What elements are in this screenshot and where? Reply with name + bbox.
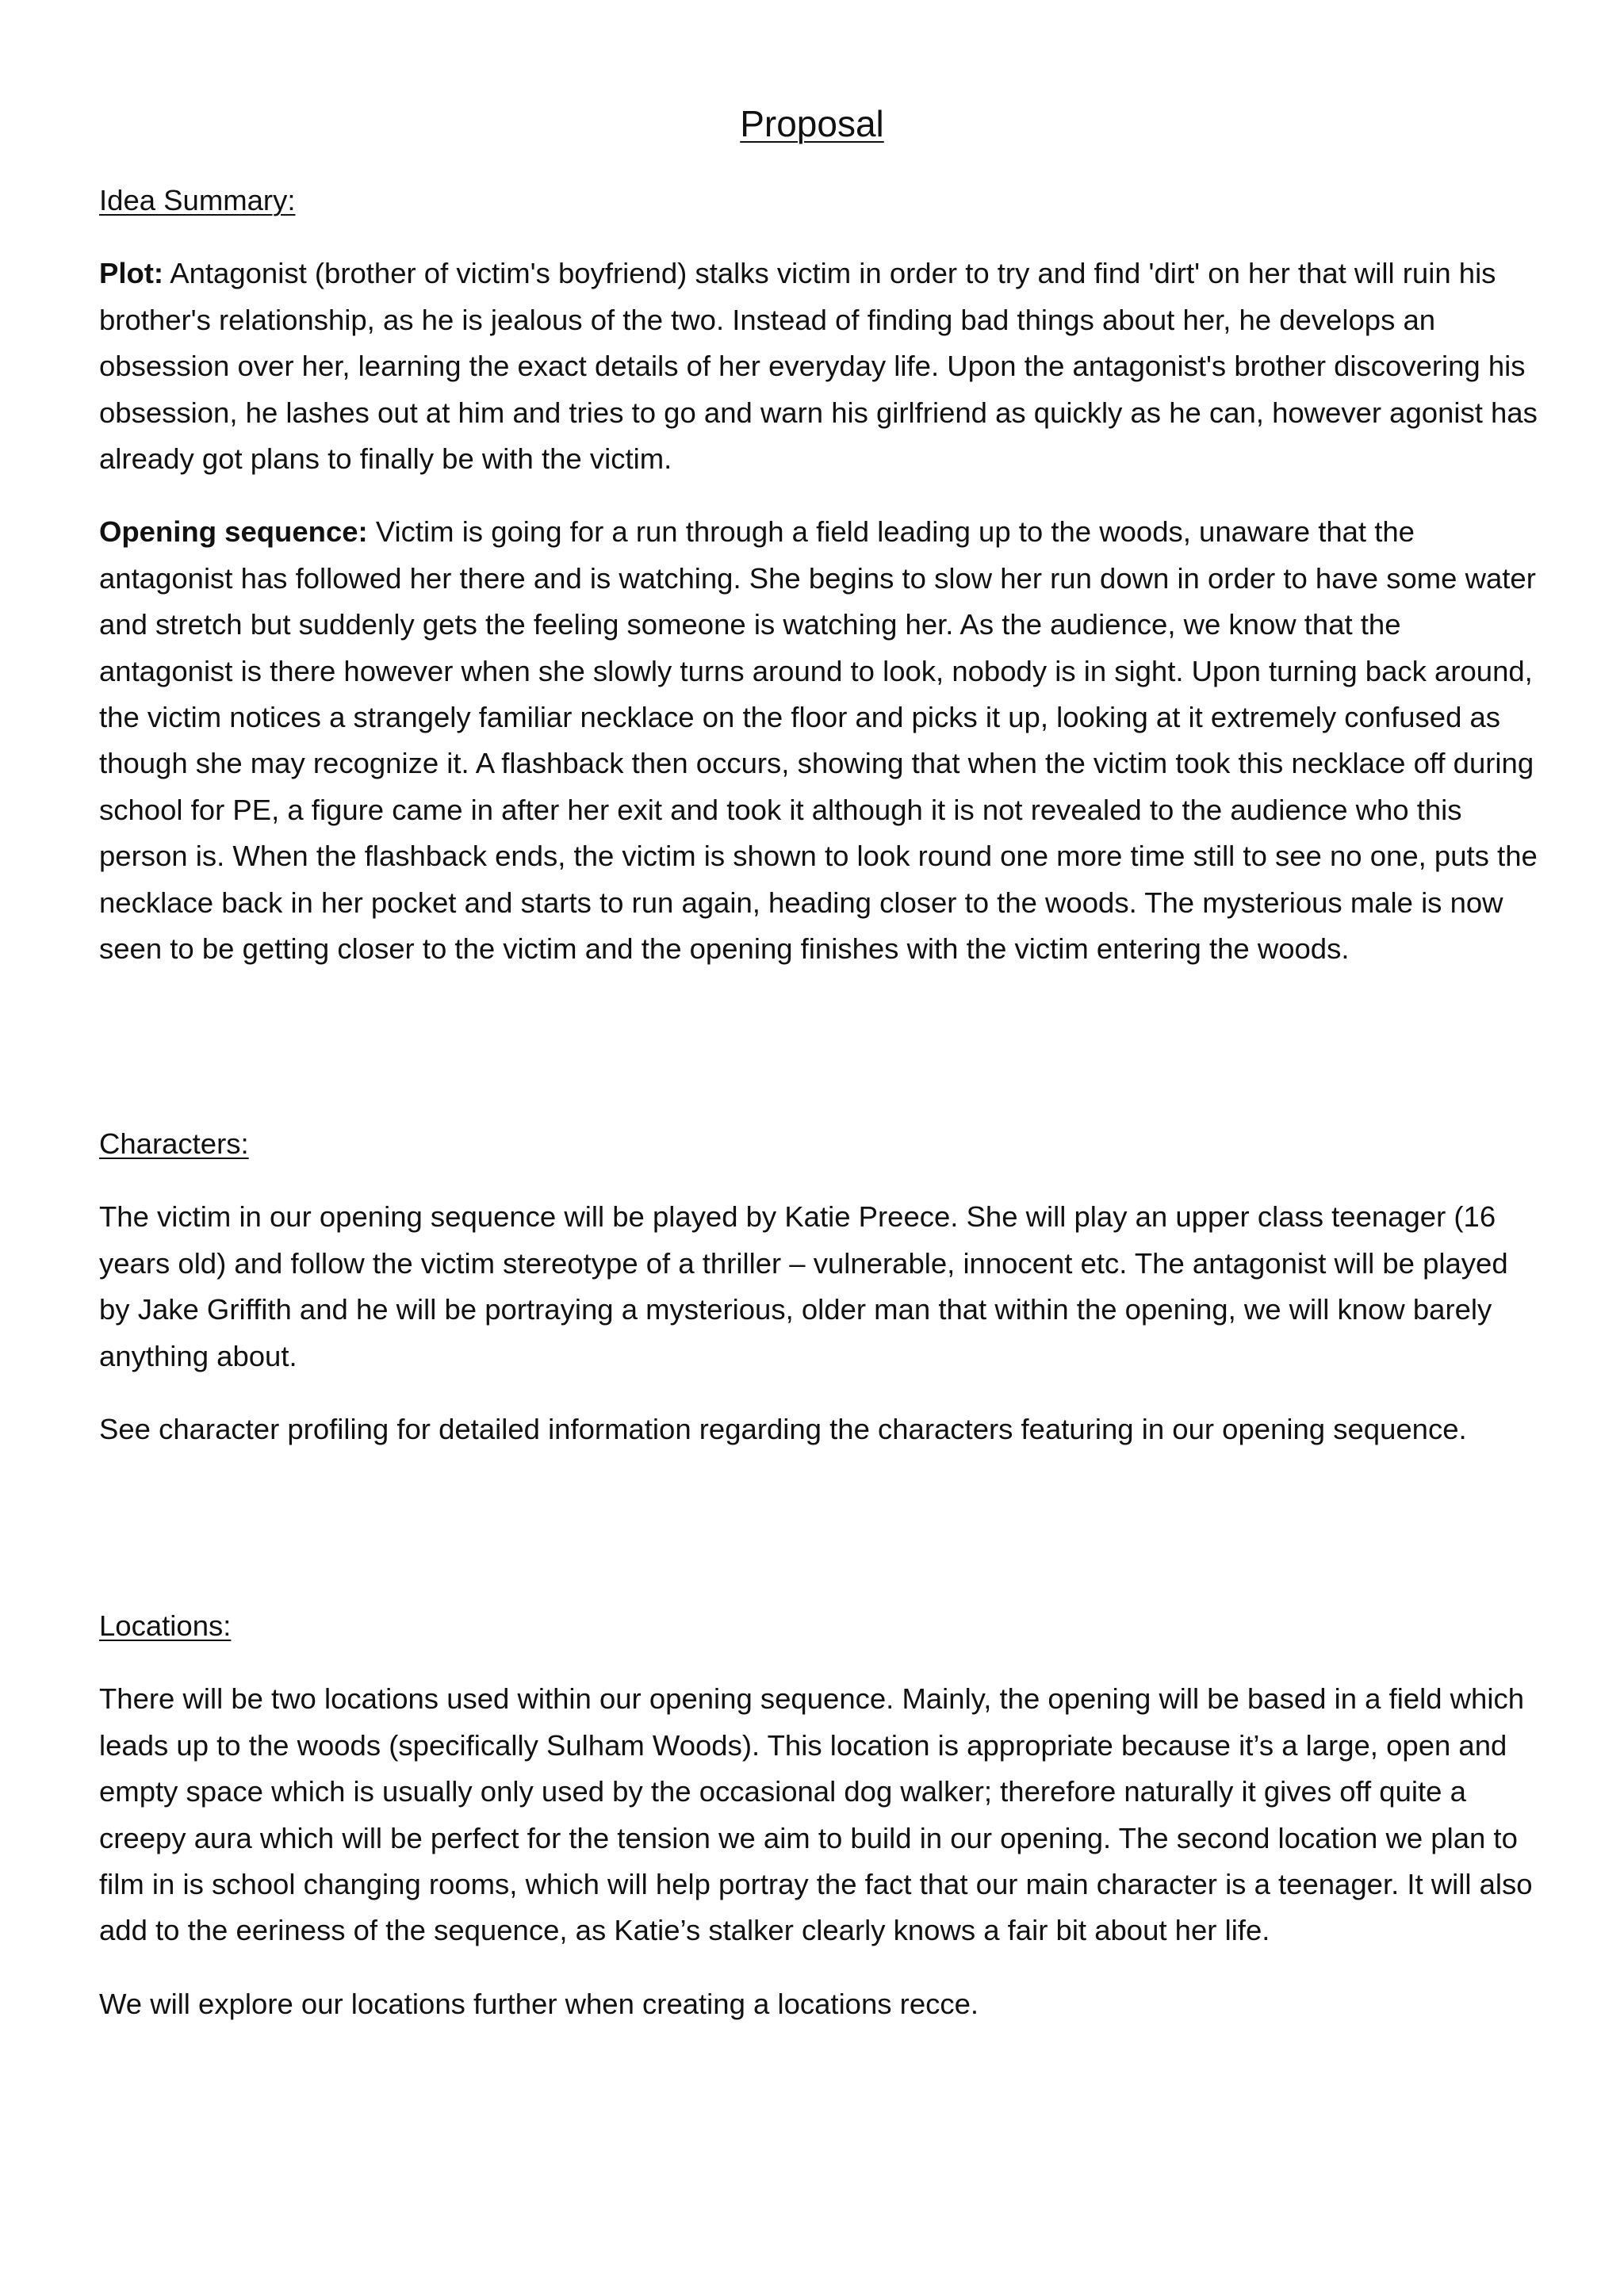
plot-label: Plot:: [99, 257, 164, 290]
characters-section: [99, 1121, 1542, 1452]
characters-heading: Characters:: [99, 1127, 249, 1160]
characters-paragraph-2: See character profiling for detailed information regarding the characters featuring in our opening sequence.: [99, 1413, 1467, 1446]
opening-sequence-text: Victim is going for a run through a field leading up to the woods, unaware that the antagonist has followed her there and is watching. She begins to slow her run down in order to have some water and stretch but suddenly gets the feeling someone is watching her. As the audience, we know that the antagonist is there however when she slowly turns around to look, nobody is in sight. Upon turning back around, the victim notices a strangely familiar necklace on the floor and picks it up, looking at it extremely confused as though she may recognize it. A flashback then occurs, showing that when the victim took this necklace off during school for PE, a figure came in after her exit and took it although it is not revealed to the audience who this person is. When the flashback ends, the victim is shown to look round one more time still to see no one, puts the necklace back in her pocket and starts to run again, heading closer to the woods. The mysterious male is now seen to be getting closer to the victim and the opening finishes with the victim entering the woods.: [99, 515, 1538, 966]
locations-paragraph-2: We will explore our locations further when creating a locations recce.: [99, 1987, 979, 2020]
opening-sequence-paragraph: [99, 509, 1542, 972]
locations-section: [99, 1603, 1542, 2027]
locations-paragraph-1: There will be two locations used within our opening sequence. Mainly, the opening will be based in a field which leads up to the woods (specifically Sulham Woods). This location is appropriate because it’s a large, open and empty space which is usually only used by the occasional dog walker; therefore naturally it gives off quite a creepy aura which will be perfect for the tension we aim to build in our opening. The second location we plan to film in is school changing rooms, which will help portray the fact that our main character is a teenager. It will also add to the eeriness of the sequence, as Katie’s stalker clearly knows a fair bit about her life.: [99, 1682, 1533, 1947]
page-title: Proposal: [740, 103, 884, 144]
plot-paragraph: [99, 251, 1542, 482]
idea-summary-heading: Idea Summary:: [99, 184, 296, 216]
opening-sequence-label: Opening sequence:: [99, 515, 368, 549]
locations-heading: Locations:: [99, 1609, 232, 1642]
plot-text: Antagonist (brother of victim's boyfriend) stalks victim in order to try and find 'dirt' on her that will ruin his brother's relationship, as he is jealous of the two. Instead of finding bad things about her, he develops an obsession over her, learning the exact details of her everyday life. Upon the antagonist's brother discovering his obsession, he lashes out at him and tries to go and warn his girlfriend as quickly as he can, however agonist has already got plans to finally be with the victim.: [99, 257, 1538, 476]
idea-summary-section: [99, 178, 1542, 973]
characters-paragraph-1: The victim in our opening sequence will be played by Katie Preece. She will play an upper class teenager (16 years old) and follow the victim stereotype of a thriller – vulnerable, innocent etc. The antagonist will be played by Jake Griffith and he will be portraying a mysterious, older man that within the opening, we will know barely anything about.: [99, 1200, 1508, 1372]
